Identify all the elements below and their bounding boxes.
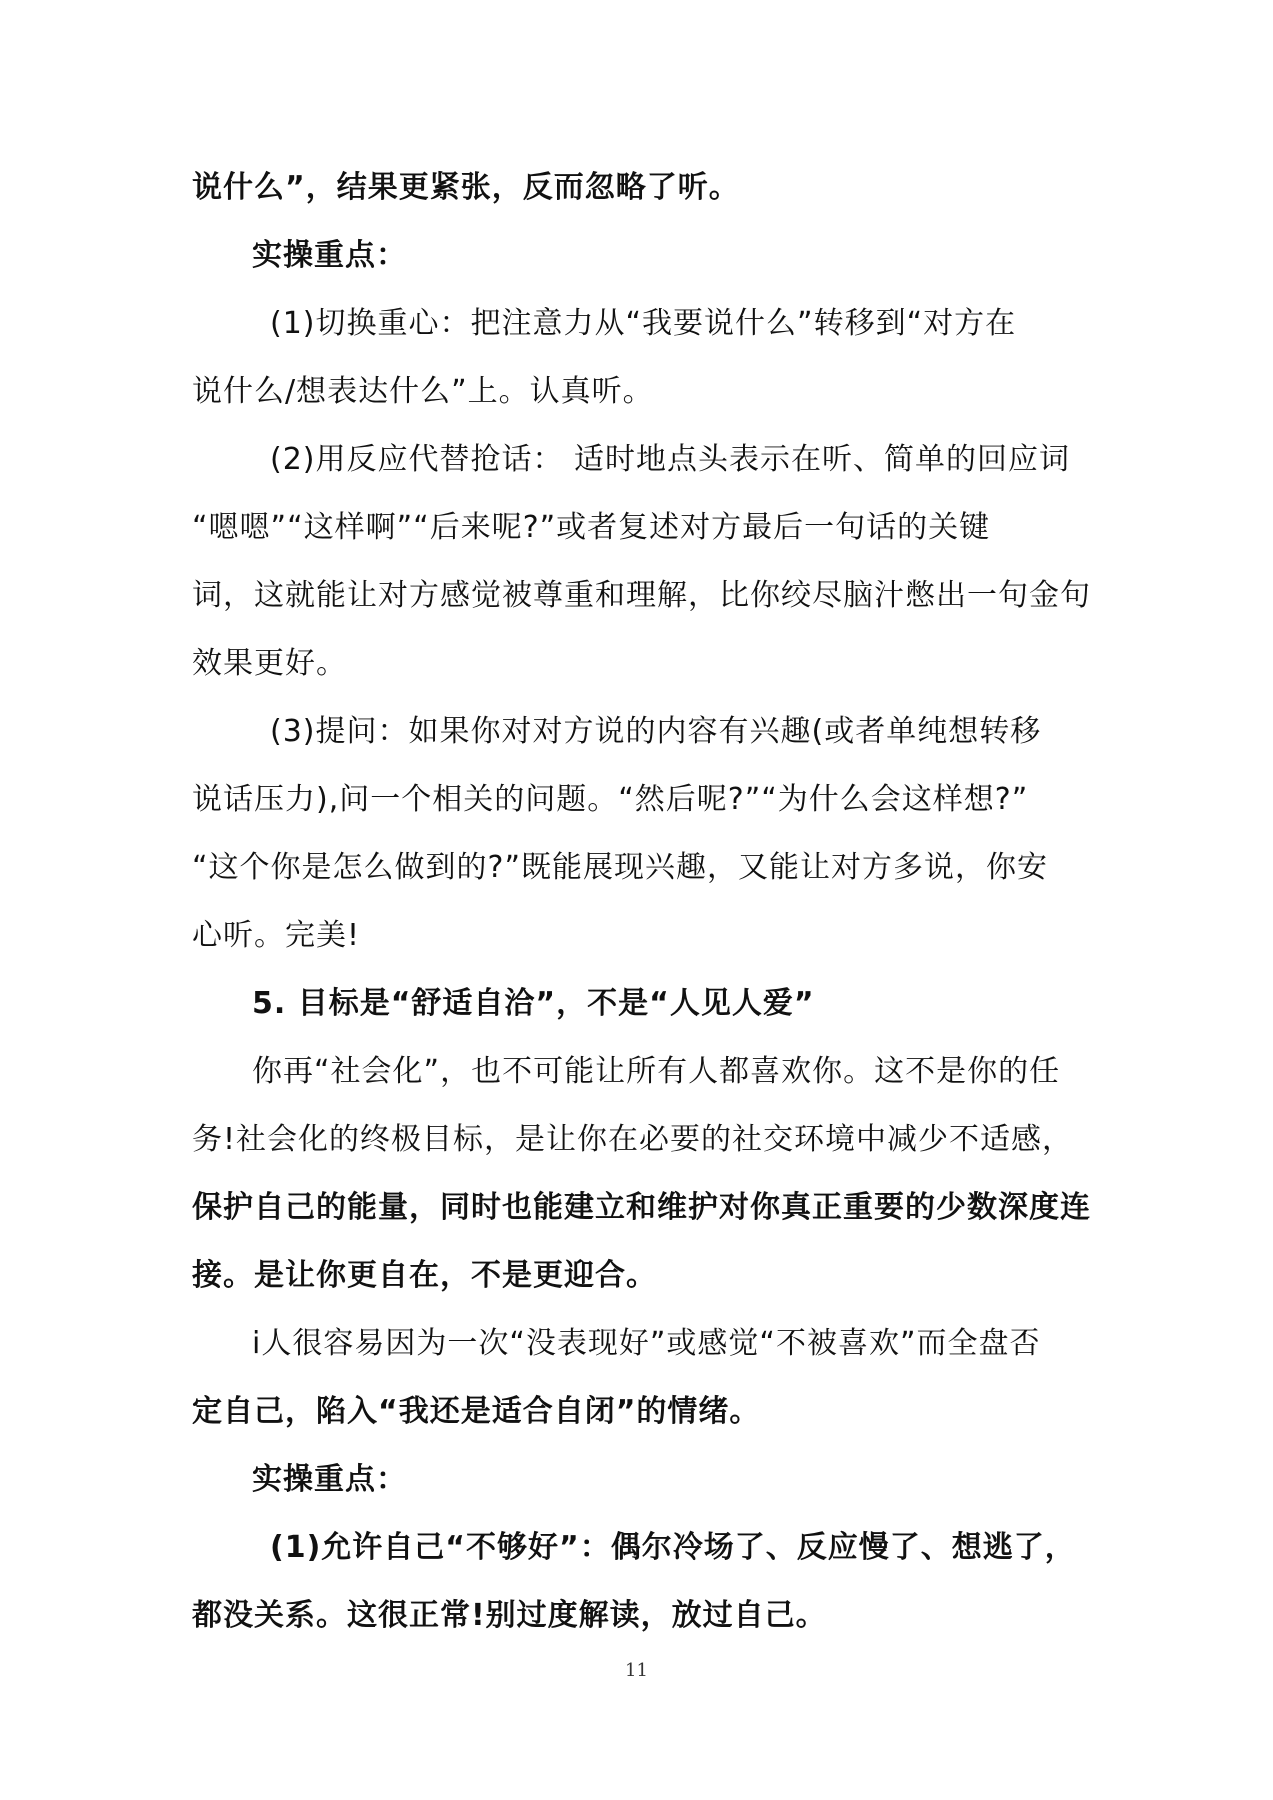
paragraph-line: (3)提问：如果你对对方说的内容有兴趣(或者单纯想转移 — [270, 714, 1042, 749]
paragraph-line: i人很容易因为一次“没表现好”或感觉“不被喜欢”而全盘否 — [252, 1326, 1041, 1361]
paragraph-line: 说什么”，结果更紧张，反而忽略了听。 — [192, 170, 740, 205]
section-heading: 实操重点： — [252, 238, 407, 273]
section-heading: 实操重点： — [252, 1462, 407, 1497]
paragraph-line-bold: 保护自己的能量，同时也能建立和维护对你真正重要的少数深度连 — [192, 1190, 1091, 1225]
paragraph-line: 说什么/想表达什么”上。认真听。 — [192, 374, 654, 409]
paragraph-line: 务!社会化的终极目标，是让你在必要的社交环境中减少不适感， — [192, 1122, 1074, 1157]
section-heading: 5. 目标是“舒适自洽”，不是“人见人爱” — [252, 986, 815, 1021]
paragraph-line: (1)切换重心：把注意力从“我要说什么”转移到“对方在 — [270, 306, 1017, 341]
paragraph-line: 说话压力),问一个相关的问题。“然后呢?”“为什么会这样想?” — [192, 782, 1029, 817]
paragraph-line: (2)用反应代替抢话： 适时地点头表示在听、简单的回应词 — [270, 442, 1071, 477]
paragraph-line: 你再“社会化”，也不可能让所有人都喜欢你。这不是你的任 — [252, 1054, 1061, 1089]
paragraph-line-bold: 定自己，陷入“我还是适合自闭”的情绪。 — [192, 1394, 761, 1429]
paragraph-line-bold: (1)允许自己“不够好”：偶尔冷场了、反应慢了、想逃了， — [270, 1530, 1076, 1565]
paragraph-line-bold: 接。是让你更自在，不是更迎合。 — [192, 1258, 657, 1293]
paragraph-line: 效果更好。 — [192, 646, 347, 681]
paragraph-line-bold: 都没关系。这很正常!别过度解读，放过自己。 — [192, 1598, 827, 1633]
page-number: 11 — [625, 1660, 648, 1681]
paragraph-line: “嗯嗯”“这样啊”“后来呢?”或者复述对方最后一句话的关键 — [192, 510, 991, 545]
paragraph-line: “这个你是怎么做到的?”既能展现兴趣，又能让对方多说，你安 — [192, 850, 1049, 885]
paragraph-line: 词，这就能让对方感觉被尊重和理解，比你绞尽脑汁憋出一句金句 — [192, 578, 1091, 613]
paragraph-line: 心听。完美! — [192, 918, 361, 953]
